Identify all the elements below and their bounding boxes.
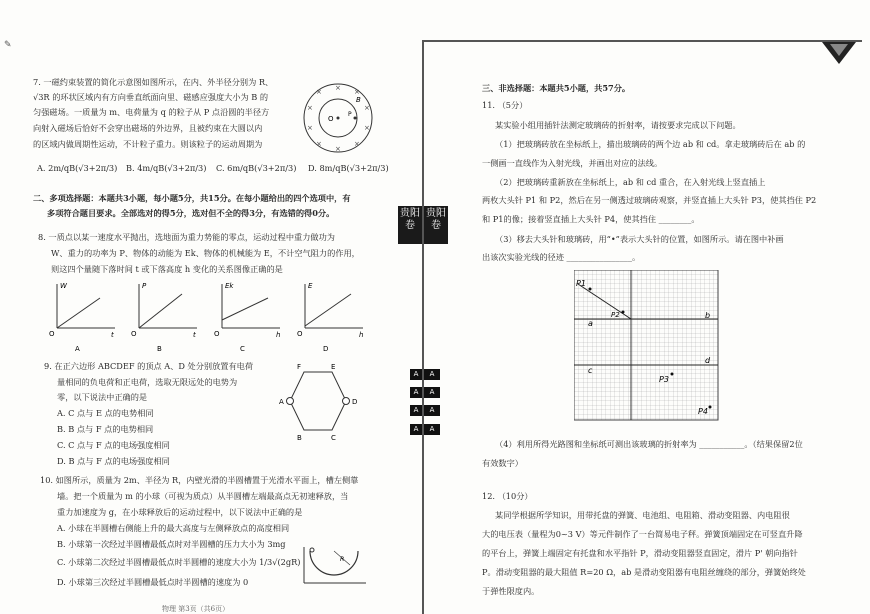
graph-d [297,282,363,353]
svg-text:×: × [364,124,370,132]
q9-line: 零，以下说法中正确的是 [57,392,148,402]
section-2-heading: 多项符合题目要求。全部选对的得5分，选对但不全的得3分，有选错的得0分。 [47,208,335,218]
q7-option-c: C. 6m/qB(√3+2π/3) [216,163,297,173]
q10-line: 重力加速度为 g，在小球释放后的运动过程中，以下说法中正确的是 [57,507,303,517]
graph-a [49,282,115,353]
q11-step2: （2）把玻璃砖重新放在坐标纸上，ab 和 cd 重合，在入射光线上竖直插上 [495,177,766,187]
graph-c [214,282,280,353]
q10-line: 墙。把一个质量为 m 的小球（可视为质点）从半圆槽左端最高点无初速释放，当 [57,491,349,501]
right-page [422,40,862,614]
q8-graphs [45,276,375,354]
q7-option-b: B. 4m/qB(√3+2π/3) [126,163,207,173]
svg-text:h: h [359,331,364,339]
q7-line: 匀强磁场。一质量为 m、电荷量为 q 的粒子从 P 点沿圆的半径方 [33,107,270,117]
svg-text:D: D [352,398,358,406]
svg-text:P2: P2 [611,311,620,319]
svg-text:×: × [307,124,313,132]
svg-text:P4: P4 [698,407,708,416]
svg-text:A: A [279,398,284,406]
q9-option-d: D. B 点与 F 点的电场强度相同 [57,456,170,466]
q10-option-d: D. 小球第三次经过半圆槽最低点时半圆槽的速度为 0 [57,577,249,587]
q11-step4: （4）利用所得光路图和坐标纸可测出该玻璃的折射率为 ___________。（结果保留2位 [495,439,803,449]
a-tab-marker: A A [410,405,440,416]
svg-text:O: O [131,330,137,338]
hexagon-figure [268,360,368,444]
q9-line: 量相同的负电荷和正电荷，选取无限远处的电势为 [57,377,238,387]
svg-text:P1: P1 [576,279,586,288]
svg-text:×: × [354,140,360,148]
q12-line: 某同学根据所学知识，用带托盘的弹簧、电池组、电阻箱、滑动变阻器、内电阻很 [495,510,790,520]
q11-intro: 某实验小组用插针法测定玻璃砖的折射率，请按要求完成以下问题。 [495,120,741,130]
q9-option-a: A. C 点与 E 点的电势相同 [57,408,154,418]
svg-text:O: O [297,330,303,338]
q7-option-a: A. 2m/qB(√3+2π/3) [37,163,118,173]
q10-option-a: A. 小球在半圆槽右侧能上升的最大高度与左侧释放点的高度相同 [57,523,290,533]
graph-b [131,282,197,353]
region-tab: 贵阳卷 [398,206,422,244]
q7-option-d: D. 8m/qB(√3+2π/3) [308,163,389,173]
page-footer: 物理 第3页（共6页） [162,605,230,613]
q11-step2: 和 P1的像；接着竖直插上大头针 P4，使其挡住 ________。 [482,214,700,224]
section-2-heading: 二、多项选择题：本题共3小题，每小题5分，共15分。在每小题给出的四个选项中，有 [33,193,351,203]
svg-text:×: × [364,104,370,112]
q11-step3: 出该次实验光线的径迹 ________________。 [482,252,641,262]
q10-option-c: C. 小球第二次经过半圆槽最低点时半圆槽的速度大小为 1/3√(2gR) [57,557,301,567]
svg-text:O: O [214,330,220,338]
q10-line: 10. 如图所示，质量为 2m、半径为 R，内壁光滑的半圆槽置于光滑水平面上，槽左侧靠 [40,475,359,485]
q11-step3: （3）移去大头针和玻璃砖，用“•”表示大头针的位置，如图所示。请在图中补画 [495,234,784,244]
svg-text:P: P [142,282,147,290]
svg-text:F: F [297,363,302,371]
q7-line: √3R 的环状区域内有方向垂直纸面向里、磁感应强度大小为 B 的 [33,92,269,102]
semicircle-groove-figure [300,545,368,590]
q12-line: 大的电压表（量程为0~3 V）等元件制作了一台简易电子秤。弹簧顶端固定在可竖直升降 [482,529,803,539]
a-tab-marker: A A [410,369,440,380]
svg-text:B: B [356,96,361,104]
q12-line: 于弹性限度内。 [482,586,540,596]
svg-text:D: D [323,345,329,353]
q11-step2: 两枚大头针 P1 和 P2，然后在另一侧透过玻璃砖观察，并竖直插上大头针 P3，使其挡住 P2 [482,195,817,205]
svg-text:P3: P3 [659,375,669,384]
svg-text:Ek: Ek [225,282,234,290]
svg-text:E: E [331,363,336,371]
svg-text:E: E [308,282,313,290]
svg-text:O: O [49,330,55,338]
svg-text:O: O [328,115,334,123]
svg-text:×: × [316,88,322,96]
section-3-heading: 三、非选择题：本题共5小题，共57分。 [482,83,631,93]
q11-step1: （1）把玻璃砖放在坐标纸上，描出玻璃砖的两个边 ab 和 cd。拿走玻璃砖后在 ab 的 [495,139,806,149]
region-tab: 贵阳卷 [424,206,448,244]
q12-heading: 12. （10分） [482,491,533,501]
svg-text:h: h [276,331,281,339]
magnetic-ring-figure [300,80,376,156]
a-tab-marker: A A [410,387,440,398]
q8-line: 8. 一质点以某一速度水平抛出，选地面为重力势能的零点，运动过程中重力做功为 [38,232,335,242]
svg-text:×: × [354,88,360,96]
q12-line: 的平台上，弹簧上端固定有托盘和水平指针 P，滑动变阻器竖直固定，滑片 P' 朝向指针 [482,548,798,558]
svg-text:C: C [240,345,245,353]
left-page [0,0,418,614]
corner-mark-icon: ✎ [4,40,12,50]
q12-line: P。滑动变阻器的最大阻值 R=20 Ω，ab 是滑动变阻器有电阻丝缠绕的部分，弹簧始终处 [482,567,806,577]
q7-line: 7. 一磁约束装置的简化示意图如图所示，在内、外半径分别为 R、 [33,77,274,87]
svg-text:t: t [111,331,114,339]
q9-option-c: C. C 点与 F 点的电场强度相同 [57,440,170,450]
q11-step4: 有效数字） [482,458,523,468]
svg-text:R: R [340,556,345,563]
q7-line: 向射入磁场后恰好不会穿出磁场的外边界，且被约束在大圆以内 [33,123,263,133]
grid-paper-figure [574,270,720,422]
svg-text:C: C [331,434,336,442]
q9-option-b: B. B 点与 F 点的电势相同 [57,424,154,434]
svg-text:a: a [588,319,593,328]
q11-heading: 11. （5分） [482,100,528,110]
svg-text:t: t [193,331,196,339]
svg-text:×: × [316,140,322,148]
q8-line: 则这四个量随下落时间 t 或下落高度 h 变化的关系图像正确的是 [51,264,283,274]
svg-text:P: P [348,111,352,118]
svg-text:×: × [307,104,313,112]
q9-line: 9. 在正六边形 ABCDEF 的顶点 A、D 处分别放置有电荷 [44,361,254,371]
q7-line: 的区域内做周期性运动，不计粒子重力。则该粒子的运动周期为 [33,139,263,149]
svg-text:B: B [157,345,162,353]
svg-text:c: c [588,366,593,375]
svg-text:W: W [60,282,67,290]
svg-text:×: × [335,84,341,92]
q11-step1: 一侧画一直线作为入射光线，并画出对应的法线。 [482,158,663,168]
svg-text:B: B [297,434,302,442]
q8-line: W、重力的功率为 P、物体的动能为 Ek、物体的机械能为 E，不计空气阻力的作用， [51,248,360,258]
q10-option-b: B. 小球第一次经过半圆槽最低点时对半圆槽的压力大小为 3mg [57,539,286,549]
svg-text:d: d [705,356,711,365]
svg-text:A: A [75,345,80,353]
a-tab-marker: A A [410,424,440,435]
svg-text:×: × [335,145,341,153]
svg-text:b: b [705,311,711,320]
